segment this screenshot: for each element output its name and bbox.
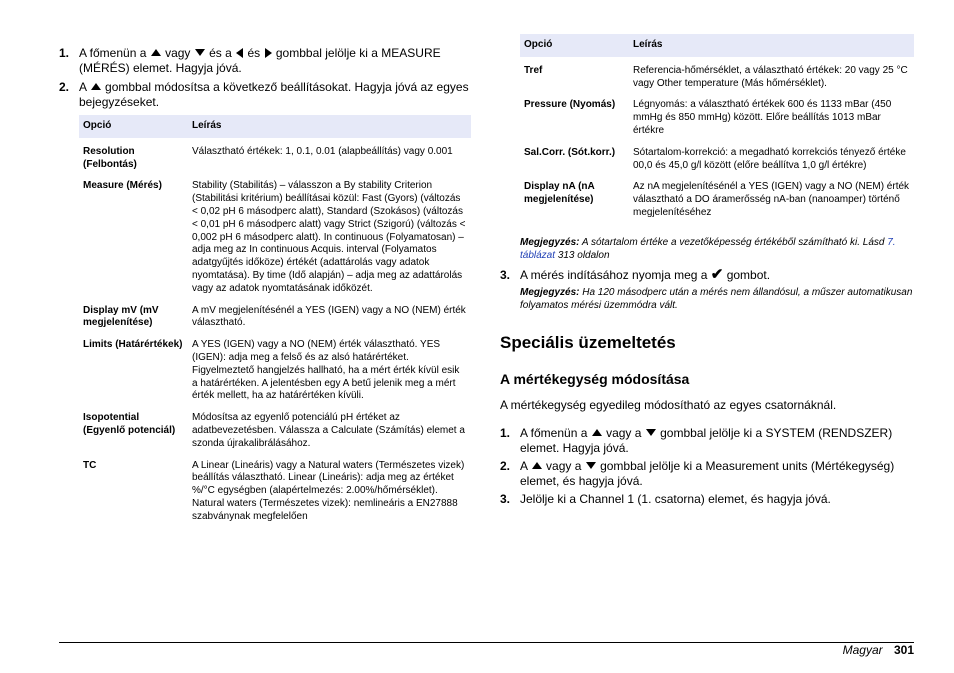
note-salinity: Megjegyzés: A sótartalom értéke a vezetőképesség értékéből számítható ki. Lásd 7. táblázat 313 oldalon xyxy=(520,236,896,261)
footer-language: Magyar xyxy=(842,643,883,657)
option-name: Sal.Corr. (Sót.korr.) xyxy=(524,146,616,158)
table-row xyxy=(79,138,471,181)
note-stability: Megjegyzés: Ha 120 másodperc után a mérés nem állandósul, a műszer automatikusan folyamatos mérési üzemmódra vált. xyxy=(520,287,913,312)
table-header xyxy=(520,34,914,57)
down-arrow-icon xyxy=(646,429,656,436)
option-name: Pressure (Nyomás) xyxy=(524,99,616,111)
option-name: Measure (Mérés) xyxy=(83,180,162,192)
option-description: Légnyomás: a választható értékek 600 és 1133 mBar (450 mmHg és 850 mmHg) között. Előre beállítás 1013 mBar értékre xyxy=(633,99,892,136)
table-row xyxy=(79,460,471,524)
table-row xyxy=(520,147,914,182)
header-description: Leírás xyxy=(629,34,914,57)
options-table-right xyxy=(520,34,914,220)
option-description: Választható értékek: 1, 0.1, 0.01 (alapbeállítás) vagy 0.001 xyxy=(192,145,453,157)
down-arrow-icon xyxy=(586,462,596,469)
step-number: 2. xyxy=(500,458,511,473)
up-arrow-icon xyxy=(91,83,101,90)
option-description: A mV megjelenítésénél a YES (IGEN) vagy a NO (NEM) érték választható. xyxy=(192,304,466,329)
step-1 xyxy=(59,46,471,76)
step-text: A vagy a gombbal jelölje ki a Measurement units (Mértékegység) elemet, és hagyja jóvá. xyxy=(520,458,895,488)
table-header xyxy=(79,115,471,138)
page-number: 301 xyxy=(893,643,914,657)
header-option: Opció xyxy=(79,115,188,138)
step-text: A főmenün a vagy a gombbal jelölje ki a SYSTEM (RENDSZER) elemet. Hagyja jóvá. xyxy=(520,425,893,455)
option-description: A Linear (Lineáris) vagy a Natural waters (Természetes vizek) beállítás választható. Linear (Lineáris): adja meg az értéket %/°C egységben (alapértelmezés: 2.00%/hőmérséklet). Natural waters (Természetes vizek): nemlineáris a EN27888 szabványnak megfelelően xyxy=(192,459,465,522)
step-number: 2. xyxy=(59,80,70,94)
step-text: Jelölje ki a Channel 1 (1. csatorna) elemet, és hagyja jóvá. xyxy=(520,491,831,506)
option-name: Limits (Határértékek) xyxy=(83,339,183,351)
step-2 xyxy=(59,80,471,110)
right-column xyxy=(500,34,914,507)
step-number: 3. xyxy=(500,268,511,283)
note-label: Megjegyzés: xyxy=(520,287,580,299)
down-arrow-icon xyxy=(195,49,205,56)
option-name: Display nA (nA megjelenítése) xyxy=(524,181,595,206)
unit-step-1 xyxy=(500,426,914,456)
option-description: Referencia-hőmérséklet, a választható értékek: 20 vagy 25 °C vagy Other temperature (Más hőmérséklet). xyxy=(633,64,908,89)
options-table-wrap xyxy=(500,34,914,220)
header-option: Opció xyxy=(520,34,629,57)
subsection-heading: A mértékegység módosítása xyxy=(500,370,690,387)
left-column xyxy=(59,46,471,524)
step-3 xyxy=(500,268,914,283)
up-arrow-icon xyxy=(592,429,602,436)
header-description: Leírás xyxy=(188,115,471,138)
section-heading: Speciális üzemeltetés xyxy=(500,332,676,352)
left-arrow-icon xyxy=(236,48,243,58)
table-row xyxy=(79,180,471,304)
unit-step-2 xyxy=(500,459,914,489)
right-arrow-icon xyxy=(265,48,272,58)
checkmark-icon: ✔ xyxy=(710,266,724,284)
table-row xyxy=(79,339,471,412)
step-number: 3. xyxy=(500,491,511,506)
note-label: Megjegyzés: xyxy=(520,236,580,248)
option-name: Tref xyxy=(524,64,543,76)
up-arrow-icon xyxy=(151,49,161,56)
option-description: A YES (IGEN) vagy a NO (NEM) érték választható. YES (IGEN): adja meg a felső és az alsó határértéket. Figyelmeztető hangjelzés hallható, ha a mért érték kívül esik a határértéken. A jelentésben egy A betű jelenik meg a mért érték mellett, ha az határértéken kívüli. xyxy=(192,339,460,402)
table-link[interactable]: 7. táblázat xyxy=(520,236,896,261)
table-row xyxy=(79,305,471,340)
option-description: Az nA megjelenítésénél a YES (IGEN) vagy a NO (NEM) érték választható a DO áramerősség nA-ban (nanoamper) történő megjelenítéséhez xyxy=(633,181,910,218)
table-row xyxy=(520,99,914,146)
footer-divider xyxy=(59,642,914,643)
option-name: Display mV (mV megjelenítése) xyxy=(83,304,159,329)
option-name: Resolution (Felbontás) xyxy=(83,145,137,170)
step-text: A főmenün a vagy és a és gombbal jelölje ki a MEASURE (MÉRÉS) elemet. Hagyja jóvá. xyxy=(79,46,441,75)
step-text: A gombbal módosítsa a következő beállításokat. Hagyja jóvá az egyes bejegyzéseket. xyxy=(79,80,469,109)
step-text: A mérés indításához nyomja meg a ✔ gombot. xyxy=(520,266,771,284)
option-description: Sótartalom-korrekció: a megadható korrekciós tényező értéke 00,0 és 45,0 g/l között (előre beállítva 1,0 g/l értékre) xyxy=(633,146,906,171)
option-description: Módosítsa az egyenlő potenciálú pH értéket az adatbevezetésben. Válassza a Calculate (Számítás) elemet a szonda újrakalibrálásához. xyxy=(192,412,465,449)
page-footer xyxy=(843,643,914,658)
step-number: 1. xyxy=(59,46,70,60)
options-table-left xyxy=(79,115,471,524)
option-description: Stability (Stabilitás) – válasszon a By stability Criterion (Stabilitási kritérium) beállításai közül: Fast (Gyors) (változás < 0,02 pH 6 másodperc alatt), Standard (Szokásos) (változás < 0,01 pH 6 másodperc alatt) vagy Strict (Szigorú) (változás < 0,002 pH 6 másodperc alatt). In continuous (Folyamatosan) – adja meg az In continuous Acquis. interval (Folyamatos adatgyűjtés időköze) értékét (adattárolás vagy adatok nyomtatása). By time (Idő alapján) – adja meg az adattárolás vagy az adatok nyomtatásának időközét. xyxy=(192,180,466,294)
unit-step-3 xyxy=(500,492,914,507)
table-row xyxy=(520,57,914,100)
option-name: TC xyxy=(83,459,97,471)
option-name: Isopotential (Egyenlő potenciál) xyxy=(83,412,176,436)
table-row xyxy=(79,412,471,459)
intro-paragraph: A mértékegység egyedileg módosítható az egyes csatornáknál. xyxy=(500,397,837,412)
options-table-wrap xyxy=(59,115,471,524)
table-row xyxy=(520,181,914,219)
step-number: 1. xyxy=(500,425,511,440)
up-arrow-icon xyxy=(532,462,542,469)
